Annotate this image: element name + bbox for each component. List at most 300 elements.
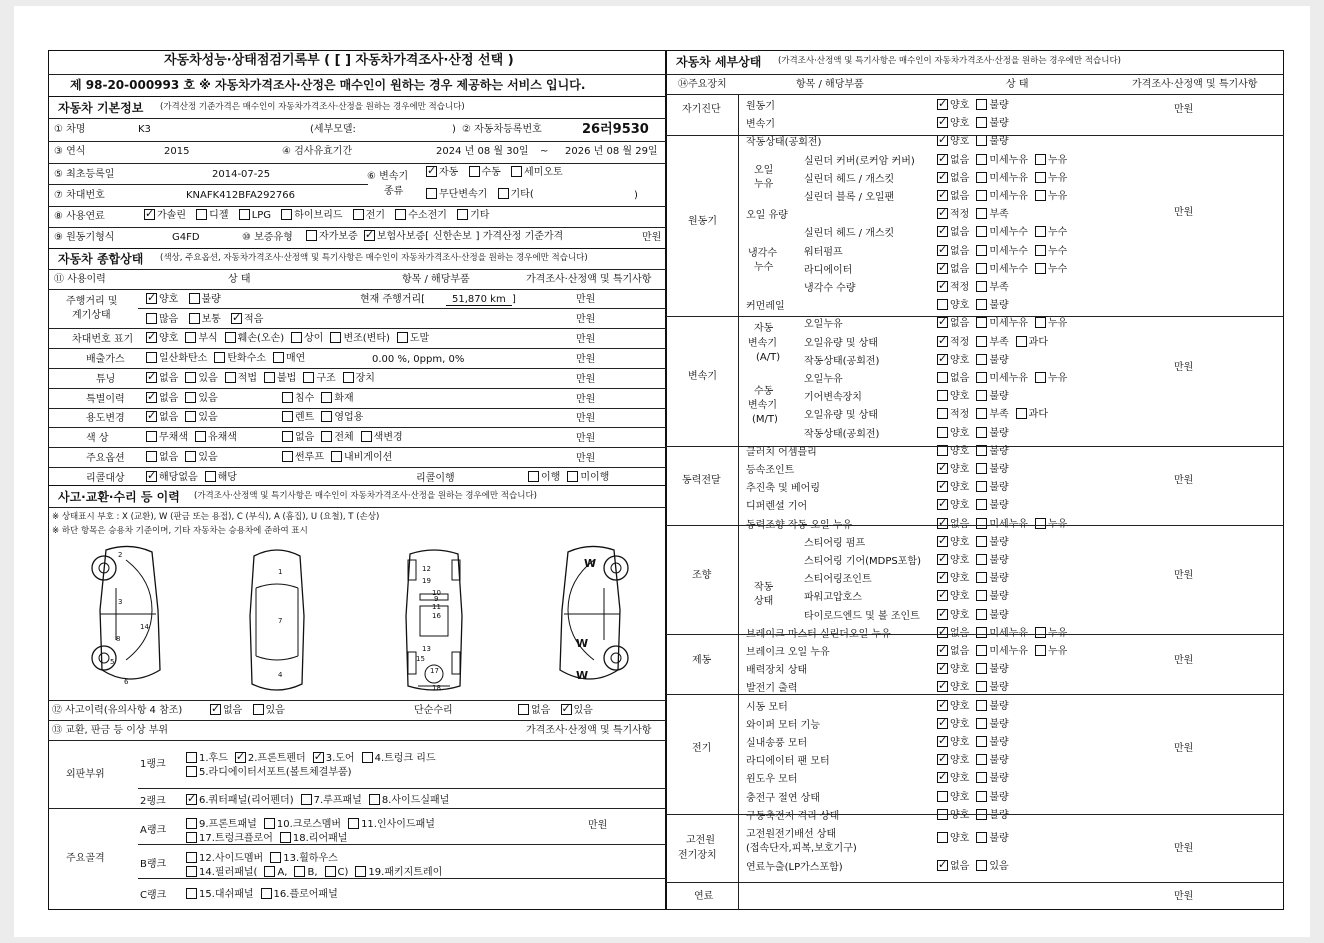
checkbox[interactable] <box>186 832 197 843</box>
car-part-11: 11 <box>432 603 441 611</box>
checkbox[interactable] <box>264 866 275 877</box>
checkbox[interactable] <box>937 190 948 201</box>
detail-state: ✓ 없음 미세누유 누유 <box>937 518 1074 530</box>
checkbox[interactable] <box>348 818 359 829</box>
car-part-10: 10 <box>432 589 441 597</box>
year: 2015 <box>164 146 190 157</box>
checkbox[interactable] <box>937 117 948 128</box>
checkbox[interactable] <box>1016 336 1027 347</box>
checkbox[interactable] <box>976 590 987 601</box>
car-part-12: 12 <box>422 565 431 573</box>
detail-item: 윈도우 모터 <box>746 774 798 785</box>
checkbox[interactable] <box>1035 627 1046 638</box>
row-label: 주요옵션 <box>86 453 125 464</box>
checkbox[interactable] <box>331 451 342 462</box>
detail-item: 워터펌프 <box>804 247 843 258</box>
checkbox[interactable] <box>146 451 157 462</box>
warranty-options: 자가보증 ✓ 보험사보증[ 신한손보 ] 가격산정 기준가격 <box>306 230 563 242</box>
group-label: 고전원 <box>686 835 715 846</box>
checkbox[interactable] <box>976 117 987 128</box>
detail-item: 실린더 헤드 / 개스킷 <box>804 174 895 185</box>
checkbox[interactable] <box>937 154 948 165</box>
detail-item: 고전원전기배선 상태 <box>746 829 837 840</box>
rank-label: B랭크 <box>140 859 167 870</box>
checkbox-auto[interactable] <box>426 166 437 177</box>
checkbox[interactable] <box>185 372 196 383</box>
rank-options: 15.대쉬패널 16.플로어패널 <box>186 888 345 900</box>
checkbox[interactable] <box>937 590 948 601</box>
rank-options: 14.필러패널( A, B, C) 19.패키지트레이 <box>186 866 449 878</box>
checkbox[interactable] <box>146 392 157 403</box>
checkbox[interactable] <box>976 772 987 783</box>
section-detail-note: (가격조사·산정액 및 특기사항은 매수인이 자동차가격조사·산정을 원하는 경우에만 적습니다) <box>778 56 1121 66</box>
checkbox[interactable] <box>261 888 272 899</box>
detail-state: ✓ 적정 부족 <box>937 281 1016 293</box>
checkbox[interactable] <box>1035 190 1046 201</box>
checkbox[interactable] <box>185 411 196 422</box>
checkbox[interactable] <box>937 245 948 256</box>
price-unit: 만원 <box>1174 570 1194 581</box>
mark-w-3: W <box>576 669 589 682</box>
detail-item: 등속조인트 <box>746 465 795 476</box>
detail-state: ✓ 양호 불량 <box>937 663 1016 675</box>
checkbox[interactable] <box>976 609 987 620</box>
row-label: 튜닝 <box>96 374 116 385</box>
group-label: 동력전달 <box>682 475 721 486</box>
checkbox[interactable] <box>1035 154 1046 165</box>
checkbox[interactable] <box>976 172 987 183</box>
checkbox[interactable] <box>976 718 987 729</box>
checkbox-cvt[interactable] <box>426 188 437 199</box>
detail-item-sub: (접속단자,피복,보호기구) <box>746 843 857 854</box>
checkbox[interactable] <box>146 411 157 422</box>
checkbox[interactable] <box>976 408 987 419</box>
row-label: 리콜대상 <box>86 473 125 484</box>
car-part-9: 9 <box>434 595 439 603</box>
checkbox[interactable] <box>976 481 987 492</box>
row-options: 없음 있음 <box>146 451 225 463</box>
car-part-4: 4 <box>278 671 283 679</box>
detail-state: 양호 불량 <box>937 445 1016 457</box>
checkbox[interactable] <box>937 791 948 802</box>
rank-options: ✓ 6.쿼터패널(리어펜더) 7.루프패널 8.사이드실패널 <box>186 794 456 806</box>
row-options: ✓ 없음 있음 <box>146 411 225 423</box>
price-unit: 만원 <box>1174 475 1194 486</box>
car-side-left-diagram <box>86 540 174 690</box>
vin-label: ⑦ 차대번호 <box>54 190 105 201</box>
recall-options-2: 이행 미이행 <box>528 471 616 483</box>
checkbox[interactable] <box>937 663 948 674</box>
checkbox[interactable] <box>976 154 987 165</box>
section-accident-note: (가격조사·산정액 및 특기사항은 매수인이 자동차가격조사·산정을 원하는 경우에만 적습니다) <box>194 491 537 501</box>
legend-line-1: ※ 상태표시 부호 : X (교환), W (판금 또는 용접), C (부식), A (흠집), U (요철), T (손상) <box>52 512 380 522</box>
detail-item: 충전구 절연 상태 <box>746 793 820 804</box>
detail-state: 없음 미세누유 누유 <box>937 372 1074 384</box>
checkbox[interactable] <box>937 754 948 765</box>
checkbox[interactable] <box>294 866 305 877</box>
checkbox[interactable] <box>976 860 987 871</box>
accident-history-options: ✓ 없음 있음 <box>210 704 292 716</box>
detail-item: 작동상태(공회전) <box>804 356 880 367</box>
checkbox[interactable] <box>937 99 948 110</box>
engine-label: ⑨ 원동기형식 <box>54 232 115 243</box>
checkbox[interactable] <box>937 408 948 419</box>
detail-state: ✓ 양호 불량 <box>937 590 1016 602</box>
detail-state: ✓ 양호 불량 <box>937 772 1016 784</box>
checkbox[interactable] <box>976 99 987 110</box>
row-options-2: 렌트 영업용 <box>282 411 370 423</box>
checkbox[interactable] <box>976 791 987 802</box>
checkbox[interactable] <box>146 471 157 482</box>
price-unit: 만원 <box>576 413 596 424</box>
rank-options: 5.라디에이터서포트(볼트체결부품) <box>186 766 359 778</box>
detail-item: 스티어링 펌프 <box>804 538 866 549</box>
detail-item: 실린더 헤드 / 개스킷 <box>804 228 895 239</box>
checkbox[interactable] <box>976 208 987 219</box>
detail-item: 연료누출(LP가스포함) <box>746 862 843 873</box>
checkbox[interactable] <box>186 794 197 805</box>
subgroup-label: 자동 <box>754 323 774 334</box>
checkbox[interactable] <box>976 245 987 256</box>
detail-state: ✓ 양호 불량 <box>937 99 1016 111</box>
detail-state: ✓ 양호 불량 <box>937 499 1016 511</box>
section-overall-note: (색상, 주요옵션, 자동차가격조사·산정액 및 특기사항은 매수인이 자동차가격조사·산정을 원하는 경우에만 적습니다) <box>160 253 588 263</box>
group-label: 변속기 <box>688 371 717 382</box>
row-label: 색 상 <box>86 433 109 444</box>
row-values: 0.00 %, 0ppm, 0% <box>372 354 465 365</box>
car-part-6: 6 <box>124 678 129 686</box>
checkbox[interactable] <box>976 518 987 529</box>
detail-state: ✓ 양호 불량 <box>937 481 1016 493</box>
checkbox[interactable] <box>225 332 236 343</box>
transmission-row1: ✓자동 수동 세미오토 <box>426 166 570 178</box>
checkbox[interactable] <box>976 499 987 510</box>
recall-item: 리콜이행 <box>416 473 455 484</box>
checkbox[interactable] <box>976 663 987 674</box>
checkbox[interactable] <box>976 754 987 765</box>
checkbox[interactable] <box>1035 263 1046 274</box>
row-label: 용도변경 <box>86 413 125 424</box>
checkbox[interactable] <box>937 263 948 274</box>
detail-item: 시동 모터 <box>746 702 788 713</box>
fuel-options: ✓ 가솔린 디젤 LPG 하이브리드 전기 수소전기 기타 <box>144 209 496 221</box>
checkbox[interactable] <box>282 451 293 462</box>
checkbox[interactable] <box>321 431 332 442</box>
checkbox-manual[interactable] <box>469 166 480 177</box>
detail-state: ✓ 양호 불량 <box>937 700 1016 712</box>
checkbox[interactable] <box>397 332 408 343</box>
detail-item: 타이로드엔드 및 볼 조인트 <box>804 611 920 622</box>
checkbox[interactable] <box>186 888 197 899</box>
detail-item: 동력조향 작동 오일 누유 <box>746 520 853 531</box>
checkbox[interactable] <box>976 299 987 310</box>
checkbox[interactable] <box>1035 172 1046 183</box>
checkbox[interactable] <box>146 372 157 383</box>
checkbox[interactable] <box>937 554 948 565</box>
checkbox[interactable] <box>976 681 987 692</box>
price-unit: 만원 <box>1174 843 1194 854</box>
detail-item: 디퍼렌셜 기어 <box>746 501 808 512</box>
checkbox[interactable] <box>937 299 948 310</box>
checkbox[interactable] <box>146 332 157 343</box>
checkbox[interactable] <box>186 752 197 763</box>
row-label: 특별이력 <box>86 394 125 405</box>
checkbox[interactable] <box>225 372 236 383</box>
checkbox[interactable] <box>976 427 987 438</box>
rank-label: 2랭크 <box>140 796 166 807</box>
checkbox[interactable] <box>264 818 275 829</box>
checkbox[interactable] <box>186 866 197 877</box>
detail-item: 라디에이터 <box>804 265 853 276</box>
checkbox[interactable] <box>937 172 948 183</box>
detail-item: 와이퍼 모터 기능 <box>746 720 820 731</box>
checkbox[interactable] <box>264 372 275 383</box>
price-unit: 만원 <box>576 334 596 345</box>
subgroup-label: 상태 <box>754 596 774 607</box>
row-options: ✓ 없음 있음 <box>146 392 225 404</box>
checkbox[interactable] <box>321 392 332 403</box>
checkbox[interactable] <box>205 471 216 482</box>
checkbox[interactable] <box>1016 408 1027 419</box>
year-label: ③ 연식 <box>54 146 86 157</box>
checkbox[interactable] <box>325 866 336 877</box>
section-overall: 자동차 종합상태 <box>58 252 144 266</box>
rank-options: 17.트렁크플로어 18.리어패널 <box>186 832 354 844</box>
car-part-2: 2 <box>118 551 123 559</box>
price-unit: 만원 <box>1174 891 1194 902</box>
checkbox[interactable] <box>186 766 197 777</box>
checkbox[interactable] <box>270 852 281 863</box>
price-unit: 만원 <box>1174 207 1194 218</box>
checkbox[interactable] <box>976 536 987 547</box>
checkbox-semi-auto[interactable] <box>511 166 522 177</box>
checkbox[interactable] <box>976 832 987 843</box>
car-part-3: 3 <box>118 598 123 606</box>
checkbox[interactable] <box>214 352 225 363</box>
checkbox[interactable] <box>282 392 293 403</box>
checkbox[interactable] <box>976 554 987 565</box>
price-unit: 만원 <box>576 394 596 405</box>
checkbox[interactable] <box>937 860 948 871</box>
checkbox[interactable] <box>937 645 948 656</box>
inspection-from: 2024 년 08 월 30일 <box>436 146 529 157</box>
checkbox[interactable] <box>937 372 948 383</box>
detail-item: 작동상태(공회전) <box>746 137 822 148</box>
checkbox[interactable] <box>937 135 948 146</box>
row-label: 배출가스 <box>86 354 125 365</box>
detail-item: 변속기 <box>746 119 775 130</box>
row-options-2: 썬루프 내비게이션 <box>282 451 399 463</box>
checkbox[interactable] <box>185 392 196 403</box>
car-part-18: 18 <box>432 684 441 692</box>
subgroup-label: 변속기 <box>748 338 777 349</box>
checkbox[interactable] <box>976 627 987 638</box>
checkbox[interactable] <box>343 372 354 383</box>
section-basic-info: 자동차 기본정보 <box>58 101 144 115</box>
checkbox[interactable] <box>937 572 948 583</box>
detail-model-label: (세부모델: <box>310 124 356 135</box>
checkbox[interactable] <box>313 752 324 763</box>
row-options: 일산화탄소 탄화수소 매연 <box>146 352 312 364</box>
checkbox[interactable] <box>976 572 987 583</box>
checkbox[interactable] <box>280 832 291 843</box>
checkbox[interactable] <box>937 627 948 638</box>
checkbox[interactable] <box>185 451 196 462</box>
car-part-17: 17 <box>430 667 439 675</box>
checkbox[interactable] <box>976 263 987 274</box>
checkbox[interactable] <box>937 518 948 529</box>
checkbox[interactable] <box>937 700 948 711</box>
subgroup-label: 오일 <box>754 165 774 176</box>
checkbox[interactable] <box>937 354 948 365</box>
detail-state: ✓ 없음 미세누유 누유 <box>937 317 1074 329</box>
checkbox[interactable] <box>976 736 987 747</box>
detail-item: 실내송풍 모터 <box>746 738 808 749</box>
checkbox[interactable] <box>362 752 373 763</box>
detail-item: 배력장치 상태 <box>746 665 808 676</box>
checkbox[interactable] <box>937 718 948 729</box>
inspection-to: 2026 년 08 월 29일 <box>565 146 658 157</box>
checkbox[interactable] <box>195 431 206 442</box>
checkbox[interactable] <box>330 332 341 343</box>
detail-item: 오일 유량 <box>746 210 788 221</box>
price-unit: 만원 <box>576 354 596 365</box>
checkbox[interactable] <box>355 866 366 877</box>
detail-state: ✓ 적정 부족 과다 <box>937 336 1055 348</box>
checkbox[interactable] <box>976 645 987 656</box>
checkbox[interactable] <box>937 226 948 237</box>
checkbox[interactable] <box>976 317 987 328</box>
checkbox[interactable] <box>1035 245 1046 256</box>
detail-state: 양호 불량 <box>937 427 1016 439</box>
checkbox[interactable] <box>976 281 987 292</box>
subgroup-label: (M/T) <box>752 414 778 425</box>
checkbox[interactable] <box>1035 317 1046 328</box>
detail-state: ✓ 적정 부족 <box>937 208 1016 220</box>
checkbox[interactable] <box>937 281 948 292</box>
checkbox[interactable] <box>976 372 987 383</box>
checkbox[interactable] <box>976 700 987 711</box>
checkbox[interactable] <box>937 427 948 438</box>
checkbox[interactable] <box>567 471 578 482</box>
detail-state: 양호 불량 <box>937 390 1016 402</box>
warranty-label: ⑩ 보증유형 <box>242 232 293 243</box>
checkbox[interactable] <box>1035 518 1046 529</box>
checkbox[interactable] <box>937 390 948 401</box>
checkbox[interactable] <box>937 336 948 347</box>
checkbox[interactable] <box>937 832 948 843</box>
checkbox[interactable] <box>976 354 987 365</box>
rank-label: 1랭크 <box>140 759 166 770</box>
checkbox-other[interactable] <box>498 188 509 199</box>
checkbox[interactable] <box>937 536 948 547</box>
checkbox[interactable] <box>937 208 948 219</box>
fuel-label: ⑧ 사용연료 <box>54 211 105 222</box>
price-unit: 만원 <box>576 433 596 444</box>
checkbox[interactable] <box>1035 226 1046 237</box>
detail-state: ✓ 양호 불량 <box>937 117 1016 129</box>
inspection-sheet: 자동차성능·상태점검기록부 ( [ ] 자동차가격조사·산정 선택 ) 제 98-20-000993 호 ※ 자동차가격조사·산정은 매수인이 원하는 경우 제공하는 서비스 입니다. 자동차 기본정보 (가격산정 기준가격은 매수인이 자동차가격조사·산정을 원하는 경우에만 적습니다) ① 차명 K3 (세부모델: ) ② 자동차등록번호 26러9530 ③ 연식 2015 ④ 검사유효기간 2024 년 08 월 30일 ~ 2026 년 08 월 29일 ⑤ 최초등록일 2014-07-25 ⑥ 변속기 종류 ✓자동 수동 세미오토 ⑦ 차대번호 KNAFK412BFA292766 무단변속기 기타( ) ⑧ 사용연료 ✓ 가솔린 디젤 LPG 하이브리드 전기 수소전기 기타 ⑨ 원동기형식 G4FD ⑩ 보증유형 자가보증 ✓ 보험사보증[ 신한손보 ] 가격산정 기준가격 만원 자동차 종합상태 (색상, 주요옵션, 자동차가격조사·산정액 및 특기사항은 매수인이 자동차가격조사·산정을 원하는 경우에만 적습니다) ⑪ 사용이력 상 태 항목 / 해당부품 가격조사·산정액 및 특기사항 주행거리 및 계기상태 ✓양호 불량 현재 주행거리[ 51,870 km ] 만원 많음 보통 ✓ 적음 만원 차대번호 표기 ✓ 양호 부식 훼손(오손) 상이 변조(변타) 도말 만원 배출가스 일산화탄소 탄화수소 매연 0.00 %, 0ppm, 0% 만원 튜닝 ✓ 없음 있음 적법 불법 구조 장치 만원 특별이력 ✓ 없음 있음 침수 화재 만원 용도변경 ✓ 없음 있음 렌트 영업용 만원 색 상 무채색 유채색 없음 전체 색변경 만원 주요옵션 없음 있음 썬루프 내비게이션 만원 리콜대상 ✓ 해당없음 해당 리콜이행 이행 미이행 사고·교환·수리 등 이력 (가격조사·산정액 및 특기사항은 매수인이 자동차가격조사·산정을 원하는 경우에만 적습니다) ※ 상태표시 부호 : X (교환), W (판금 또는 용접), C (부식), A (흠집), U (요철), T (손상) ※ 하단 항목은 승용차 기준이며, 기타 자동차는 승용차에 준하여 표시 W W W 1 2 3 4 5 6 7 8 9 10 11 12 13 14 15 16 17 18 19 ⑫ 사고이력(유의사항 4 참조) ✓ 없음 있음 단순수리 없음 ✓ 있음 ⑬ 교환, 판금 등 이상 부위 가격조사·산정액 및 특기사항 외판부위 주요골격 만원 1랭크 1.후드✓ 2.프론트펜더✓ 3.도어 4.트렁크 리드 5.라디에이터서포트(볼트체결부품) 2랭크 ✓ 6.쿼터패널(리어펜더) 7.루프패널 8.사이드실패널 A랭크 9.프론트패널 10.크로스멤버 11.인사이드패널 17.트렁크플로어 18.리어패널 B랭크 12.사이드멤버 13.휠하우스 14.필러패널( A, B, C) 19.패키지트레이 C랭크 15.대쉬패널 16.플로어패널 자동차 세부상태 (가격조사·산정액 및 특기사항은 매수인이 자동차가격조사·산정을 원하는 경우에만 적습니다) ⑭주요장치 항목 / 해당부품 상 태 가격조사·산정액 및 특기사항 원동기 ✓ 양호 불량 변속기 ✓ 양호 불량 작동상태(공회전) ✓ 양호 불량 실린더 커버(로커암 커버) ✓ 없음 미세누유 누유 실린더 헤드 / 개스킷 ✓ 없음 미세누유 누유 실린더 블록 / 오일팬 ✓ 없음 미세누유 누유 오일 유량 ✓ 적정 부족 실린더 헤드 / 개스킷 ✓ 없음 미세누수 누수 워터펌프 ✓ 없음 미세누수 누수 라디에이터 ✓ 없음 미세누수 누수 냉각수 수량 ✓ 적정 부족 커먼레일 양호 불량 오일누유 ✓ 없음 미세누유 누유 오일유량 및 상태 ✓ 적정 부족 과다 작동상태(공회전) ✓ 양호 불량 오일누유 없음 미세누유 누유 기어변속장치 양호 불량 오일유량 및 상태 적정 부족 과다 작동상태(공회전) 양호 불량 클러치 어셈블리 양호 불량 등속조인트 ✓ 양호 불량 추진축 및 베어링 ✓ 양호 불량 디퍼렌셜 기어 ✓ 양호 불량 동력조향 작동 오일 누유 ✓ 없음 미세누유 누유 스티어링 펌프 ✓ 양호 불량 스티어링 기어(MDPS포함) ✓ 양호 불량 스티어링조인트 ✓ 양호 불량 파워고압호스 ✓ 양호 불량 타이로드엔드 및 볼 조인트 ✓ 양호 불량 브레이크 마스터 실린더오일 누유 ✓ 없음 미세누유 누유 브레이크 오일 누유 ✓ 없음 미세누유 누유 배력장치 상태 ✓ 양호 불량 발전기 출력 ✓ 양호 불량 시동 모터 ✓ 양호 불량 와이퍼 모터 기능 ✓ 양호 불량 실내송풍 모터 ✓ 양호 불량 라디에이터 팬 모터 ✓ 양호 불량 윈도우 모터 ✓ 양호 불량 충전구 절연 상태 양호 불량 구동축전지 격리 상태 양호 불량 고전원전기배선 상태 (접속단자,피복,보호기구) 양호 불량 연료누출(LP가스포함) ✓ 없음 있음 자기진단 원동기 변속기 동력전달 조향 제동 전기 고전원 전기장치 연료 오일 누유 냉각수 누수 자동 변속기 (A/T) 수동 변속기 (M/T) 작동 상태 만원 만원 만원 만원 만원 만원 만원 만원 만원 <box>14 6 1310 937</box>
checkbox[interactable] <box>976 463 987 474</box>
vin: KNAFK412BFA292766 <box>186 190 295 201</box>
checkbox[interactable] <box>937 609 948 620</box>
detail-item: 스티어링 기어(MDPS포함) <box>804 556 921 567</box>
detail-state: ✓ 양호 불량 <box>937 554 1016 566</box>
detail-state: 적정 부족 과다 <box>937 408 1055 420</box>
section-basic-note: (가격산정 기준가격은 매수인이 자동차가격조사·산정을 원하는 경우에만 적습니다) <box>160 102 465 112</box>
checkbox[interactable] <box>1035 645 1046 656</box>
checkbox[interactable] <box>301 794 312 805</box>
accident-history-label: ⑫ 사고이력(유의사항 4 참조) <box>52 705 183 716</box>
checkbox[interactable] <box>291 332 302 343</box>
checkbox[interactable] <box>976 336 987 347</box>
checkbox[interactable] <box>282 431 293 442</box>
checkbox[interactable] <box>937 499 948 510</box>
checkbox[interactable] <box>146 431 157 442</box>
checkbox[interactable] <box>186 852 197 863</box>
detail-state: ✓ 없음 미세누수 누수 <box>937 263 1074 275</box>
rank-options: 9.프론트패널 10.크로스멤버 11.인사이드패널 <box>186 818 442 830</box>
checkbox[interactable] <box>937 463 948 474</box>
group-label: 자기진단 <box>682 104 721 115</box>
checkbox[interactable] <box>1035 372 1046 383</box>
checkbox[interactable] <box>528 471 539 482</box>
checkbox[interactable] <box>937 317 948 328</box>
detail-state: 양호 불량 <box>937 832 1016 844</box>
checkbox[interactable] <box>937 681 948 692</box>
simple-repair-options: 없음 ✓ 있음 <box>518 704 600 716</box>
inspection-label: ④ 검사유효기간 <box>282 146 353 157</box>
checkbox[interactable] <box>976 226 987 237</box>
group-label: 전기장치 <box>678 850 717 861</box>
detail-item: 스티어링조인트 <box>804 574 872 585</box>
car-part-16: 16 <box>432 612 441 620</box>
price-unit: 만원 <box>576 453 596 464</box>
car-part-1: 1 <box>278 568 283 576</box>
engine: G4FD <box>172 232 200 243</box>
checkbox[interactable] <box>273 352 284 363</box>
detail-item: 오일유량 및 상태 <box>804 410 878 421</box>
detail-state: ✓ 양호 불량 <box>937 681 1016 693</box>
checkbox[interactable] <box>282 411 293 422</box>
checkbox[interactable] <box>321 411 332 422</box>
car-part-13: 13 <box>422 645 431 653</box>
checkbox[interactable] <box>937 481 948 492</box>
checkbox[interactable] <box>937 736 948 747</box>
checkbox[interactable] <box>185 332 196 343</box>
row-options-2: 없음 전체 색변경 <box>282 431 410 443</box>
checkbox[interactable] <box>186 818 197 829</box>
checkbox[interactable] <box>303 372 314 383</box>
checkbox[interactable] <box>976 390 987 401</box>
checkbox[interactable] <box>361 431 372 442</box>
checkbox[interactable] <box>146 352 157 363</box>
row-options: ✓ 양호 부식 훼손(오손) 상이 변조(변타) 도말 <box>146 332 436 344</box>
checkbox[interactable] <box>937 772 948 783</box>
outer-panel-label: 외판부위 <box>66 769 105 780</box>
detail-state: ✓ 양호 불량 <box>937 135 1016 147</box>
checkbox[interactable] <box>369 794 380 805</box>
document-title: 자동차성능·상태점검기록부 ( [ ] 자동차가격조사·산정 선택 ) <box>164 53 514 68</box>
first-reg: 2014-07-25 <box>212 169 271 180</box>
group-label: 원동기 <box>688 216 717 227</box>
subgroup-label: 변속기 <box>748 400 777 411</box>
checkbox[interactable] <box>976 190 987 201</box>
checkbox[interactable] <box>976 135 987 146</box>
detail-item: 냉각수 수량 <box>804 283 856 294</box>
group-label: 제동 <box>692 655 712 666</box>
checkbox[interactable] <box>235 752 246 763</box>
